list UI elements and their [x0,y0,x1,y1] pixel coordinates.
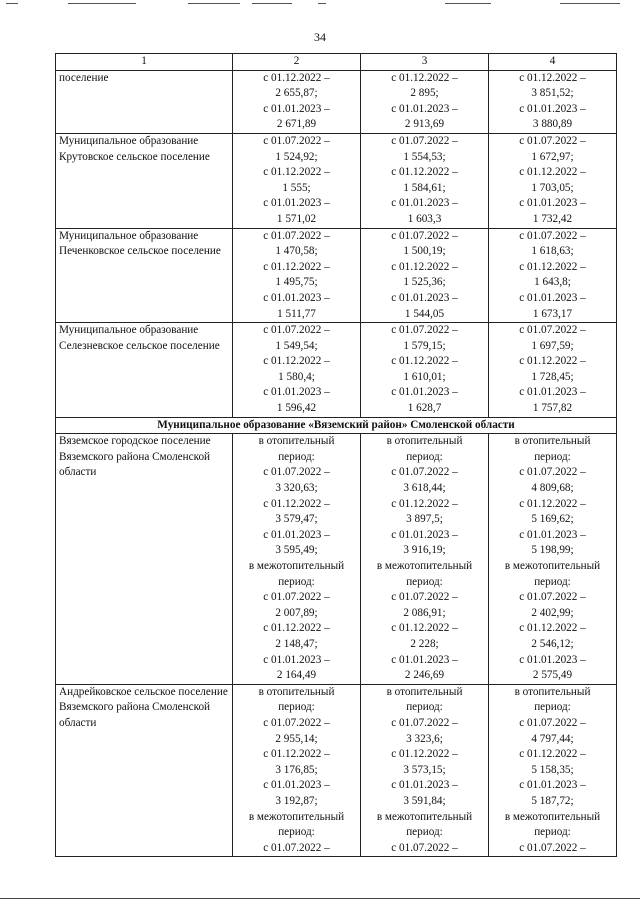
tariff-line: с 01.01.2023 – [519,291,586,304]
tariff-line: 1 579,15; [403,339,446,352]
tariff-line: с 01.12.2022 – [263,260,330,273]
tariff-line: с 01.01.2023 – [263,653,330,666]
tariff-line: период: [406,826,443,839]
tariff-line: с 01.12.2022 – [519,622,586,635]
tariff-line: с 01.07.2022 – [519,591,586,604]
tariff-line: с 01.01.2023 – [391,653,458,666]
page-number: 34 [314,30,326,44]
tariff-line: 3 176,85; [275,763,318,776]
municipality-name: Муниципальное образование Селезневское сельское поселение [56,323,233,418]
tariff-line: в отопительный [258,685,335,698]
tariff-line: 3 618,44; [403,482,446,495]
tariff-cell [489,228,617,323]
tariff-cell [489,684,617,857]
tariff-line: с 01.01.2023 – [519,528,586,541]
tariff-line: с 01.12.2022 – [391,166,458,179]
tariff-line: с 01.12.2022 – [263,622,330,635]
tariff-line: период: [406,450,443,463]
tariff-line: 2 086,91; [403,606,446,619]
tariff-line: 2 671,89 [276,118,317,131]
tariff-cell [233,133,361,228]
tariff-line: в межотопительный [376,810,473,823]
table-row [56,133,617,228]
tariff-line: 2 148,47; [275,637,318,650]
tariff-line: 1 596,42 [276,402,317,415]
tariff-line: с 01.07.2022 – [519,134,586,147]
tariff-line: 2 246,69 [404,669,445,682]
tariff-cell [361,684,489,857]
tariff-line: период: [406,701,443,714]
tariff-line: с 01.07.2022 – [263,841,330,854]
tariff-line: 2 575,49 [532,669,573,682]
tariff-line: с 01.07.2022 – [263,466,330,479]
tariff-line: с 01.01.2023 – [263,386,330,399]
tariff-line: с 01.07.2022 – [391,229,458,242]
tariff-table [55,53,617,857]
column-number: 1 [56,54,233,71]
tariff-line: в отопительный [258,435,335,448]
tariff-line: 2 913,69 [404,118,445,131]
region-row [56,417,617,434]
tariff-line: 3 595,49; [275,544,318,557]
table-row [56,70,617,133]
tariff-line: в отопительный [514,685,591,698]
municipality-name: Андрейковское сельское поселение Вяземского района Смоленской области [56,684,233,857]
tariff-line: с 01.07.2022 – [391,466,458,479]
tariff-cell [489,133,617,228]
tariff-line: период: [406,575,443,588]
tariff-line: с 01.07.2022 – [519,324,586,337]
tariff-line: 1 544,05 [404,307,445,320]
tariff-line: 3 591,84; [403,794,446,807]
tariff-line: 1 618,63; [531,245,574,258]
tariff-line: с 01.01.2023 – [391,386,458,399]
tariff-line: период: [278,575,315,588]
tariff-line: 2 655,87; [275,87,318,100]
tariff-line: 1 728,45; [531,370,574,383]
tariff-line: в отопительный [514,435,591,448]
tariff-line: с 01.12.2022 – [519,497,586,510]
tariff-line: с 01.01.2023 – [519,386,586,399]
table-row [56,434,617,685]
tariff-line: 1 628,7 [407,402,442,415]
tariff-line: с 01.12.2022 – [263,355,330,368]
tariff-line: с 01.07.2022 – [263,134,330,147]
tariff-line: 1 732,42 [532,212,573,225]
tariff-line: 1 673,17 [532,307,573,320]
tariff-line: 1 555; [282,181,311,194]
tariff-line: с 01.01.2023 – [519,653,586,666]
tariff-cell [489,70,617,133]
tariff-line: 1 643,8; [534,276,571,289]
tariff-cell [361,323,489,418]
tariff-line: период: [534,826,571,839]
tariff-line: 2 007,89; [275,606,318,619]
tariff-line: 1 603,3 [407,212,442,225]
tariff-line: 1 757,82 [532,402,573,415]
header-row [56,54,617,71]
tariff-line: с 01.12.2022 – [391,622,458,635]
tariff-line: с 01.07.2022 – [391,716,458,729]
tariff-line: период: [534,575,571,588]
municipality-name: Муниципальное образование Печенковское сельское поселение [56,228,233,323]
tariff-line: с 01.07.2022 – [263,324,330,337]
region-title: Муниципальное образование «Вяземский район» Смоленской области [56,417,617,434]
tariff-cell [233,684,361,857]
tariff-line: с 01.01.2023 – [519,102,586,115]
tariff-line: 1 470,58; [275,245,318,258]
tariff-line: 1 697,59; [531,339,574,352]
tariff-line: с 01.12.2022 – [263,497,330,510]
tariff-line: с 01.01.2023 – [263,197,330,210]
tariff-line: с 01.12.2022 – [391,71,458,84]
tariff-line: 1 580,4; [278,370,315,383]
tariff-line: с 01.07.2022 – [391,324,458,337]
tariff-line: 1 525,36; [403,276,446,289]
tariff-cell [233,323,361,418]
tariff-line: 1 610,01; [403,370,446,383]
tariff-line: 3 323,6; [406,732,443,745]
tariff-line: с 01.07.2022 – [391,134,458,147]
tariff-line: 1 672,97; [531,150,574,163]
tariff-line: период: [278,450,315,463]
tariff-line: с 01.12.2022 – [519,71,586,84]
tariff-line: с 01.12.2022 – [519,748,586,761]
table-row [56,228,617,323]
column-number: 3 [361,54,489,71]
tariff-line: 3 897,5; [406,513,443,526]
tariff-line: 2 546,12; [531,637,574,650]
tariff-line: 3 573,15; [403,763,446,776]
tariff-line: в межотопительный [504,560,601,572]
tariff-line: 3 916,19; [403,544,446,557]
tariff-line: 1 524,92; [275,150,318,163]
tariff-line: 1 495,75; [275,276,318,289]
column-number: 4 [489,54,617,71]
tariff-line: 1 703,05; [531,181,574,194]
tariff-cell [233,70,361,133]
tariff-line: в отопительный [386,685,463,698]
tariff-line: период: [534,450,571,463]
municipality-name: поселение [56,70,233,133]
tariff-cell [361,434,489,685]
tariff-line: 2 955,14; [275,732,318,745]
tariff-line: с 01.07.2022 – [519,466,586,479]
tariff-cell [233,228,361,323]
tariff-line: с 01.01.2023 – [263,779,330,792]
tariff-line: с 01.01.2023 – [391,291,458,304]
tariff-line: 1 554,53; [403,150,446,163]
tariff-line: с 01.07.2022 – [391,841,458,854]
tariff-line: с 01.12.2022 – [391,748,458,761]
tariff-line: период: [278,701,315,714]
tariff-line: с 01.07.2022 – [519,229,586,242]
tariff-cell [361,133,489,228]
tariff-line: с 01.12.2022 – [391,497,458,510]
tariff-cell [233,434,361,685]
tariff-line: с 01.01.2023 – [391,528,458,541]
tariff-line: с 01.12.2022 – [391,260,458,273]
tariff-line: с 01.07.2022 – [519,841,586,854]
tariff-line: 1 511,77 [277,307,316,320]
tariff-line: 4 797,44; [531,732,574,745]
tariff-line: 3 880,89 [532,118,573,131]
tariff-line: с 01.12.2022 – [263,166,330,179]
tariff-cell [361,70,489,133]
tariff-cell [489,434,617,685]
tariff-line: с 01.01.2023 – [263,102,330,115]
tariff-line: с 01.01.2023 – [519,779,586,792]
tariff-line: с 01.07.2022 – [263,591,330,604]
tariff-line: с 01.12.2022 – [391,355,458,368]
tariff-line: 2 164,49 [276,669,317,682]
top-border-lines [0,0,640,8]
tariff-line: с 01.12.2022 – [263,71,330,84]
tariff-line: в межотопительный [376,560,473,572]
tariff-line: 3 320,63; [275,482,318,495]
tariff-line: в межотопительный [248,810,345,823]
bottom-border-line [0,898,640,899]
tariff-line: с 01.01.2023 – [391,102,458,115]
tariff-line: с 01.12.2022 – [263,748,330,761]
tariff-line: 3 851,52; [531,87,574,100]
tariff-line: в отопительный [386,435,463,448]
tariff-line: с 01.12.2022 – [519,355,586,368]
tariff-line: с 01.01.2023 – [263,528,330,541]
tariff-cell [489,323,617,418]
tariff-cell [361,228,489,323]
tariff-line: 2 895; [410,87,439,100]
tariff-line: с 01.01.2023 – [391,779,458,792]
tariff-line: с 01.07.2022 – [263,229,330,242]
tariff-line: с 01.12.2022 – [519,260,586,273]
tariff-line: 1 500,19; [403,245,446,258]
tariff-line: 2 228; [410,637,439,650]
column-number: 2 [233,54,361,71]
tariff-line: 2 402,99; [531,606,574,619]
tariff-line: с 01.12.2022 – [519,166,586,179]
tariff-line: с 01.07.2022 – [263,716,330,729]
tariff-line: период: [534,701,571,714]
tariff-line: 3 579,47; [275,513,318,526]
tariff-line: 5 169,62; [531,513,574,526]
tariff-line: 1 571,02 [276,212,317,225]
tariff-line: 5 198,99; [531,544,574,557]
municipality-name: Муниципальное образование Крутовское сельское поселение [56,133,233,228]
tariff-line: период: [278,826,315,839]
tariff-line: 5 187,72; [531,794,574,807]
tariff-line: в межотопительный [248,560,345,572]
tariff-line: 1 584,61; [403,181,446,194]
tariff-line: 1 549,54; [275,339,318,352]
tariff-line: с 01.01.2023 – [263,291,330,304]
tariff-line: 4 809,68; [531,482,574,495]
tariff-line: в межотопительный [504,810,601,823]
tariff-line: 5 158,35; [531,763,574,776]
tariff-line: с 01.07.2022 – [519,716,586,729]
table-row [56,323,617,418]
tariff-line: 3 192,87; [275,794,318,807]
tariff-line: с 01.01.2023 – [391,197,458,210]
table-row [56,684,617,857]
tariff-line: с 01.07.2022 – [391,591,458,604]
municipality-name: Вяземское городское поселение Вяземского района Смоленской области [56,434,233,685]
tariff-line: с 01.01.2023 – [519,197,586,210]
